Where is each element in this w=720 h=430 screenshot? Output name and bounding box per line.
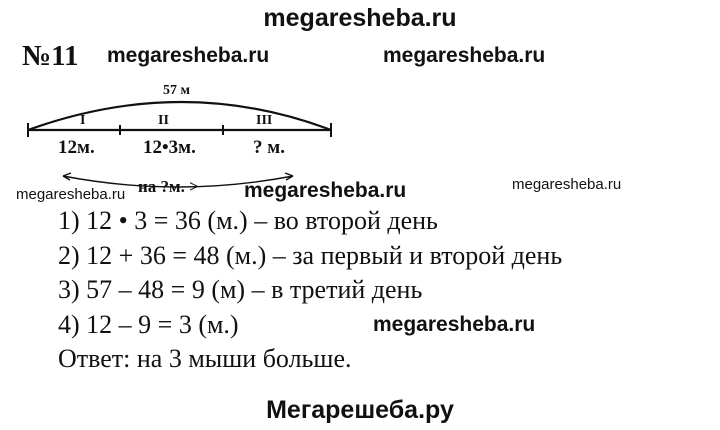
watermark: megaresheba.ru [16,186,126,203]
segment-value-2: 12•3м. [143,137,196,158]
part-label-2: II [158,113,169,128]
watermark-top: megaresheba.ru [263,4,457,32]
watermark: megaresheba.ru [107,44,270,67]
watermark: megaresheba.ru [373,313,536,336]
difference-label: на ?м. > [138,177,199,196]
solution-step-4: 4) 12 – 9 = 3 (м.) [58,309,239,339]
solution-step-3: 3) 57 – 48 = 9 (м) – в третий день [58,275,423,304]
segment-value-1: 12м. [58,137,95,158]
total-length-label: 57 м [163,83,191,98]
part-label-1: I [80,113,86,128]
watermark: megaresheba.ru [512,176,622,193]
solution-text [58,204,562,377]
answer: Ответ: на 3 мыши больше. [58,344,352,373]
part-label-3: III [256,113,273,128]
watermark-bottom: Мегарешеба.ру [266,396,454,424]
segment-value-3: ? м. [253,137,285,158]
total-brace [28,102,331,130]
solution-step-1: 1) 12 • 3 = 36 (м.) – во второй день [58,206,438,235]
watermark: megaresheba.ru [244,179,407,202]
task-number: №11 [22,40,79,72]
solution-step-2: 2) 12 + 36 = 48 (м.) – за первый и второй день [58,240,563,270]
watermark: megaresheba.ru [383,44,546,67]
